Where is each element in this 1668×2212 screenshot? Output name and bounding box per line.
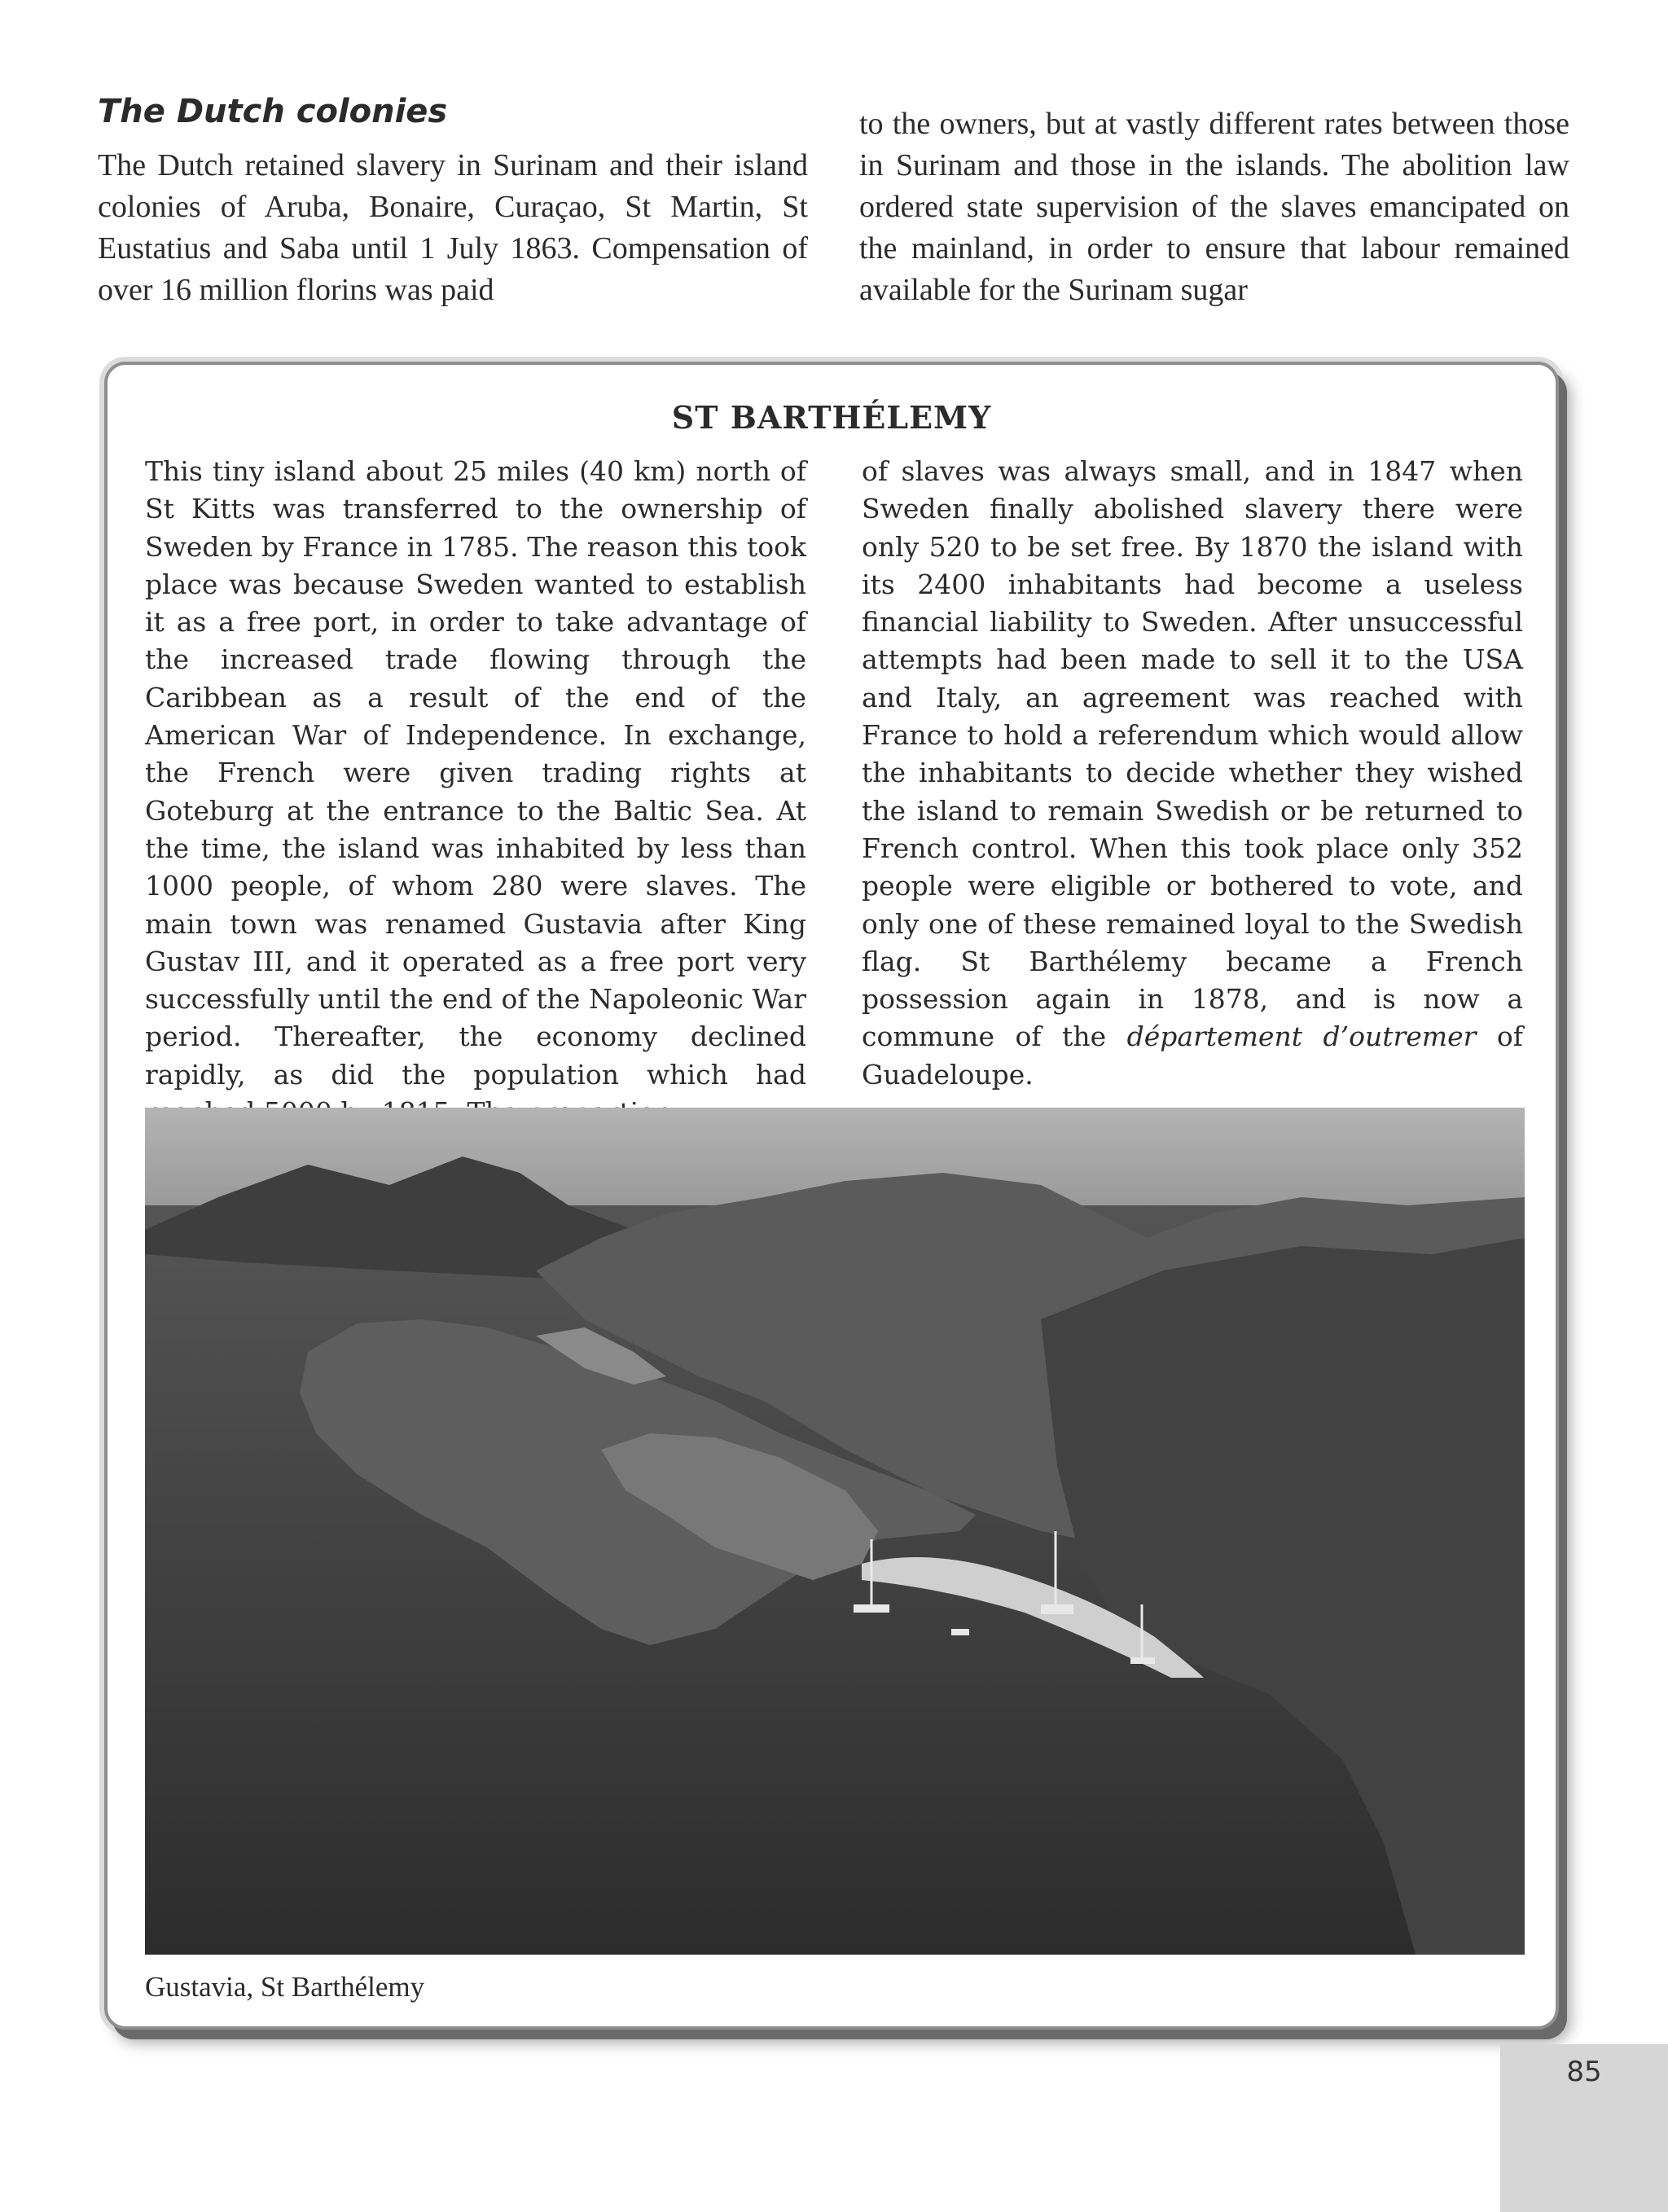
harbor-illustration xyxy=(145,1108,1525,1955)
page-number: 85 xyxy=(1566,2056,1602,2088)
page-number-tab xyxy=(1500,2044,1668,2212)
intro-paragraph-left: The Dutch retained slavery in Surinam and their island colonies of Aruba, Bonaire, Curaçao, St Martin, St Eustatius and Saba until 1 July 1863. Compensation of over 16 million florins was paid xyxy=(98,148,808,307)
photo-caption: Gustavia, St Barthélemy xyxy=(145,1971,425,2003)
section-heading: The Dutch colonies xyxy=(98,93,448,130)
sidebar-box xyxy=(104,362,1559,2030)
sidebar-paragraph-right-end: of Guadeloupe. xyxy=(862,1020,1523,1091)
gustavia-photo xyxy=(145,1108,1525,1955)
sidebar-paragraph-left: This tiny island about 25 miles (40 km) north of St Kitts was transferred to the ownership of Sweden by France in 1785. The reason this took place was because Sweden wanted to establish it as a free port, in order to take advantage of the increased trade flowing through the Caribbean as a result of the end of the American War of Independence. In exchange, the French were given trading rights at Goteburg at the entrance to the Baltic Sea. At the time, the island was inhabited by less than 1000 people, of whom 280 were slaves. The main town was renamed Gustavia after King Gustav III, and it operated as a free port very successfully until the end of the Napoleonic War period. Thereafter, the economy declined rapidly, as did the population which had xyxy=(145,455,806,1091)
sidebar-title: ST BARTHÉLEMY xyxy=(671,399,992,436)
sidebar-paragraph-right-italic: département d’outremer xyxy=(1126,1020,1477,1053)
intro-paragraph-right: to the owners, but at vastly different rates between those in Surinam and those in the islands. The abolition law ordered state supervision of the slaves emancipated on the mainland, in order to ensure that labour remained available for the Surinam sugar xyxy=(859,107,1569,307)
sidebar-paragraph-right xyxy=(862,453,1523,1094)
sidebar-paragraph-right-main: of slaves was always small, and in 1847 when Sweden finally abolished slavery there were only 520 to be set free. By 1870 the island with its 2400 inhabitants had become a useless financial liability to Sweden. After unsuccessful attempts had been made to sell it to the USA and Italy, an agreement was reached with France to hold a referendum which would allow the inhabitants to decide whether they wished the island to remain Swedish or be returned to French control. When this took place only 352 people were eligible or bothered to vote, and only one of these remained loyal to the Swedish flag. St Barthélemy became a French possession again in 1878, and is now a commune of the xyxy=(862,455,1523,1053)
